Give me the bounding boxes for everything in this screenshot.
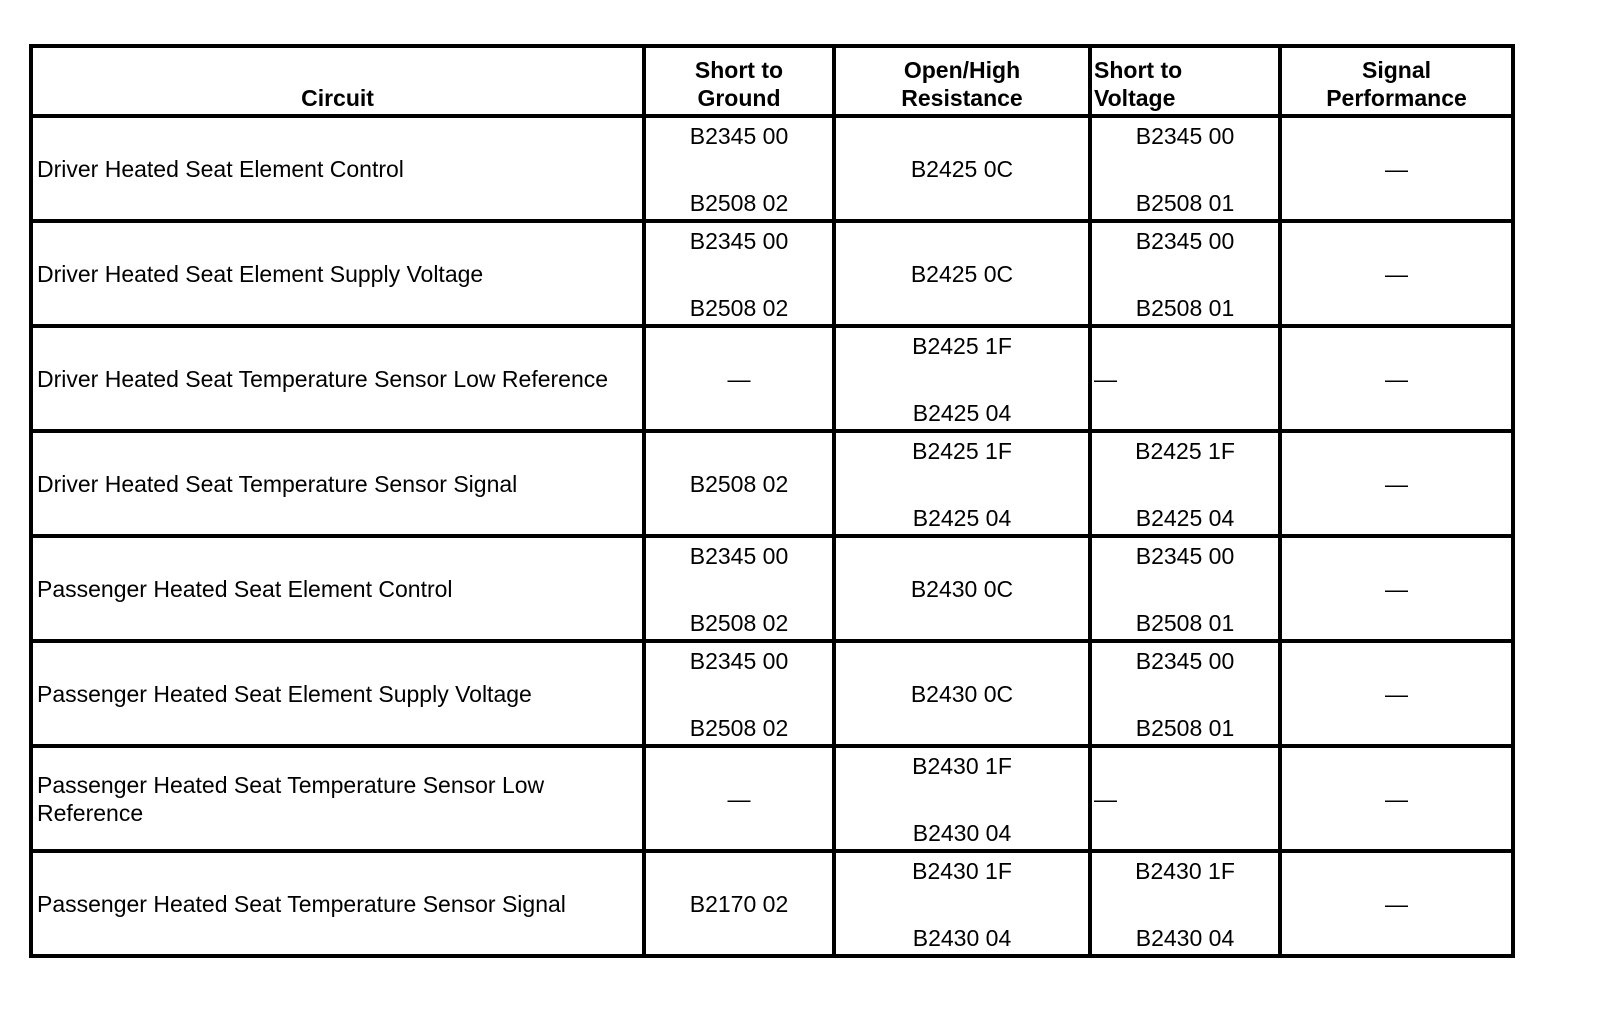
signal-performance-cell [1280, 326, 1513, 431]
dash-placeholder: — [1385, 680, 1408, 707]
dtc-code: B2345 00 [689, 543, 789, 569]
open-high-resistance-cell [834, 116, 1090, 221]
open-high-resistance-cell [834, 431, 1090, 536]
short-to-voltage-cell [1090, 536, 1280, 641]
header-signal-performance-line-1: Signal [1361, 57, 1431, 83]
dash-placeholder: — [1385, 470, 1408, 497]
dtc-code: B2508 01 [1135, 715, 1235, 741]
dtc-code: B2425 0C [910, 260, 1014, 287]
dtc-code: B2170 02 [689, 890, 789, 917]
dtc-code: B2345 00 [689, 123, 789, 149]
short-to-voltage-cell [1090, 116, 1280, 221]
dash-placeholder: — [1385, 890, 1408, 917]
dash-placeholder: — [727, 785, 751, 812]
circuit-cell: Passenger Heated Seat Element Supply Voltage [31, 641, 644, 746]
short-to-voltage-cell [1090, 641, 1280, 746]
open-high-resistance-cell [834, 746, 1090, 851]
short-to-voltage-cell [1090, 431, 1280, 536]
dtc-code: B2425 1F [1135, 438, 1235, 464]
open-high-resistance-cell [834, 326, 1090, 431]
dtc-code: B2430 1F [912, 858, 1012, 884]
dtc-code: B2508 02 [689, 610, 789, 636]
dtc-code: B2508 02 [689, 190, 789, 216]
header-short-to-ground-line-1: Short to [694, 57, 784, 83]
circuit-cell: Driver Heated Seat Temperature Sensor Low Reference [31, 326, 644, 431]
dtc-code: B2425 04 [1135, 505, 1235, 531]
circuit-cell: Passenger Heated Seat Temperature Sensor Low Reference [31, 746, 644, 851]
dash-placeholder: — [1385, 155, 1408, 182]
dash-placeholder: — [1385, 260, 1408, 287]
signal-performance-cell [1280, 536, 1513, 641]
signal-performance-cell [1280, 641, 1513, 746]
dtc-code: B2430 0C [910, 680, 1014, 707]
open-high-resistance-cell [834, 641, 1090, 746]
dash-placeholder: — [1385, 575, 1408, 602]
dash-placeholder: — [1094, 365, 1117, 392]
dtc-code: B2425 1F [912, 438, 1012, 464]
dtc-code: B2345 00 [689, 228, 789, 254]
open-high-resistance-cell [834, 536, 1090, 641]
dtc-code: B2425 04 [912, 400, 1012, 426]
dtc-code: B2345 00 [1135, 123, 1235, 149]
signal-performance-cell [1280, 116, 1513, 221]
signal-performance-cell [1280, 221, 1513, 326]
circuit-cell: Driver Heated Seat Temperature Sensor Signal [31, 431, 644, 536]
signal-performance-cell [1280, 431, 1513, 536]
circuit-cell: Driver Heated Seat Element Control [31, 116, 644, 221]
dtc-code: B2430 0C [910, 575, 1014, 602]
short-to-ground-cell [644, 851, 834, 956]
dash-placeholder: — [1385, 365, 1408, 392]
short-to-ground-cell [644, 431, 834, 536]
dtc-code: B2508 01 [1135, 610, 1235, 636]
dash-placeholder: — [1385, 785, 1408, 812]
dash-placeholder: — [1094, 785, 1117, 812]
header-short-to-voltage-line-2: Voltage [1094, 85, 1176, 111]
header-short-to-ground [644, 46, 834, 116]
short-to-ground-cell [644, 221, 834, 326]
short-to-voltage-cell [1090, 221, 1280, 326]
signal-performance-cell [1280, 851, 1513, 956]
header-row [31, 46, 1513, 116]
dtc-code: B2345 00 [1135, 228, 1235, 254]
signal-performance-cell [1280, 746, 1513, 851]
circuit-cell: Driver Heated Seat Element Supply Voltage [31, 221, 644, 326]
header-open-high-resistance [834, 46, 1090, 116]
circuit-table-container [29, 44, 1511, 958]
header-open-high-resistance-line-2: Resistance [901, 85, 1023, 111]
dtc-code: B2345 00 [1135, 648, 1235, 674]
short-to-voltage-cell [1090, 326, 1280, 431]
table-row [31, 536, 1513, 641]
dtc-code: B2430 04 [912, 820, 1012, 846]
header-short-to-ground-line-2: Ground [697, 85, 781, 111]
circuit-cell: Passenger Heated Seat Temperature Sensor Signal [31, 851, 644, 956]
dash-placeholder: — [727, 365, 751, 392]
dtc-code: B2430 1F [912, 753, 1012, 779]
dtc-code: B2508 02 [689, 470, 789, 497]
dtc-code: B2425 1F [912, 333, 1012, 359]
header-short-to-voltage [1090, 46, 1280, 116]
short-to-ground-cell [644, 536, 834, 641]
short-to-voltage-cell [1090, 746, 1280, 851]
circuit-diagnostic-table [29, 44, 1515, 958]
dtc-code: B2508 02 [689, 295, 789, 321]
table-row [31, 431, 1513, 536]
open-high-resistance-cell [834, 221, 1090, 326]
header-signal-performance [1280, 46, 1513, 116]
dtc-code: B2508 01 [1135, 190, 1235, 216]
dtc-code: B2345 00 [1135, 543, 1235, 569]
dtc-code: B2508 02 [689, 715, 789, 741]
header-circuit-line: Circuit [301, 85, 374, 111]
short-to-ground-cell [644, 326, 834, 431]
header-open-high-resistance-line-1: Open/High [903, 57, 1021, 83]
dtc-code: B2430 1F [1135, 858, 1235, 884]
open-high-resistance-cell [834, 851, 1090, 956]
dtc-code: B2345 00 [689, 648, 789, 674]
dtc-code: B2430 04 [912, 925, 1012, 951]
short-to-voltage-cell [1090, 851, 1280, 956]
table-row [31, 746, 1513, 851]
table-row [31, 221, 1513, 326]
table-row [31, 641, 1513, 746]
table-row [31, 116, 1513, 221]
header-signal-performance-line-2: Performance [1326, 85, 1467, 111]
dtc-code: B2430 04 [1135, 925, 1235, 951]
dtc-code: B2425 0C [910, 155, 1014, 182]
short-to-ground-cell [644, 641, 834, 746]
table-row [31, 851, 1513, 956]
short-to-ground-cell [644, 746, 834, 851]
circuit-cell: Passenger Heated Seat Element Control [31, 536, 644, 641]
header-circuit [31, 46, 644, 116]
table-row [31, 326, 1513, 431]
header-short-to-voltage-line-1: Short to [1094, 57, 1183, 83]
short-to-ground-cell [644, 116, 834, 221]
dtc-code: B2508 01 [1135, 295, 1235, 321]
dtc-code: B2425 04 [912, 505, 1012, 531]
